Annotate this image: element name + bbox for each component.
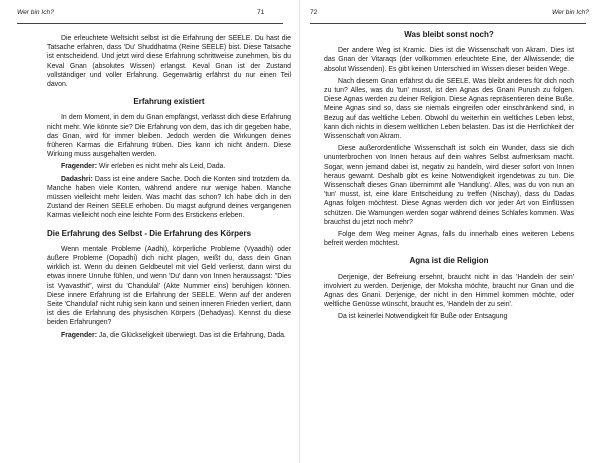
section-heading: Erfahrung existiert bbox=[133, 97, 205, 107]
paragraph: In dem Moment, in dem du Gnan empfängst, verlässt dich diese Erfahrung nicht mehr. Wie könnte sie? Die Erfahrung von dem, das ich dir gegeben habe, das Gnan, wird für immer bleiben. Jedoch werden die Wirkungen deines früheren Karmas die Erfahrung trüben. Dies kann ich nicht ändern. Diese Wirkung muss ausgehalten werden. bbox=[47, 114, 291, 159]
paragraph: Nach diesem Gnan erfährst du die SEELE. Was bleibt anderes für dich noch zu tun? Alles, was du 'tun' musst, ist den Agnas des Gnani Purush zu folgen. Diese Agnas werden zu deiner Religion. Diese Agnas repräsentieren deine Buße. Meine Agnas sind so, dass sie niemals eingreifen oder einschränkend sind, in Bezug auf das weltliche Leben. Obwohl du weiterhin ein weltliches Leben lebst, kann dich nichts in diesem weltlichen Leben belasten. Das ist die Herrlichkeit der Wissenschaft von Akram. bbox=[324, 77, 574, 141]
page-number: 72 bbox=[310, 9, 318, 16]
speaker-label: Fragender: bbox=[61, 163, 97, 171]
dialogue-text: Dass ist eine andere Sache. Doch die Konten sind trotzdem da. Manche haben viele Konten, während andere nur wenige haben. Manche müssen vielleicht mehr leiden. Was macht das schon? Ich habe dich in den Zustand der Reinen SEELE erhoben. Du magst aufgrund deines vergangenen Karmas vielleicht noch eine leichte Form des Erstickens erleben. bbox=[47, 175, 291, 220]
dialogue-question bbox=[47, 162, 291, 171]
section-heading: Die Erfahrung des Selbst - Die Erfahrung des Körpers bbox=[47, 228, 252, 238]
section-heading: Was bleibt sonst noch? bbox=[404, 30, 494, 39]
right-page bbox=[300, 0, 600, 463]
dialogue-question bbox=[47, 331, 291, 340]
section-heading: Agna ist die Religion bbox=[409, 256, 489, 266]
dialogue-text: Ja, die Glückseligkeit überwiegt. Das ist die Erfahrung, Dada. bbox=[97, 331, 286, 339]
paragraph: Diese außerordentliche Wissenschaft ist solch ein Wunder, dass sie dich ununterbrochen von Innen heraus auf dein wahres Selbst aufmerksam macht. Sogar, wenn jemand dabei ist, negativ zu handeln, wird dieser sofort von Innen heraus gewarnt. Deshalb gibt es keine Notwendigkeit irgendetwas zu tun. Die Wissenschaft dieses Gnan übernimmt alle 'Handlung'. Alles, was du von nun an 'tun' musst, ist, eine klare Entscheidung zu treffen (Nischay), dass du Dadas Agnas folgen möchtest. Diese Agnas werden dich vor jeder Art von Einflüssen schützen. Die Warnungen werden sogar während deines Schlafes kommen. Was brauchst du jetzt noch mehr? bbox=[324, 145, 574, 226]
header-rule bbox=[310, 23, 586, 24]
running-head: Wer bin Ich? bbox=[17, 9, 54, 16]
speaker-label: Fragender: bbox=[61, 331, 97, 339]
paragraph: Der andere Weg ist Kramic. Dies ist die Wissenschaft von Akram. Dies ist das Gnan der Vitaraqs (der vollkommen erleuchtete Eine, der Allwissende; die absolut Wissenden). Es gibt keinen Unterschied im Wissen dieser beiden Wege. bbox=[324, 47, 574, 73]
right-page-body bbox=[324, 30, 574, 322]
paragraph: Da ist keinerlei Notwendigkeit für Buße oder Entsagung bbox=[338, 313, 508, 321]
page-number: 71 bbox=[257, 9, 265, 16]
running-head: Wer bin Ich? bbox=[552, 9, 589, 16]
header-rule bbox=[17, 23, 283, 24]
left-page-body bbox=[47, 34, 291, 340]
paragraph: Derjenige, der Befreiung ersehnt, braucht nicht in das 'Handeln der sein' involviert zu werden. Derjenige, der Moksha möchte, braucht nur Gnan und die Agnas des Gnani. Derjenige, der nicht in den Himmel kommen möchte, oder weltliche Genüsse wünscht, braucht es, 'Handeln der zu sein'. bbox=[324, 273, 574, 309]
dialogue-answer bbox=[47, 175, 291, 221]
paragraph: Wenn mentale Probleme (Aadhi), körperliche Probleme (Vyaadhi) oder äußere Probleme (Oopadhi) dich nicht plagen, weißt du, dass dein Gnan wirklich ist. Wenn du deinen Geldbeutel mit viel Geld verlierst, dann wirst du etwas innere Unruhe fühlen, und wenn 'Du' dann von Innen heraussagst: "Dies ist Vyavasthit", wirst du 'Chandulal' (Akte Nummer eins) beruhigen können. Diese innere Erfahrung ist die Erfahrung der SEELE. Wenn auf der anderen Seite 'Chandulal' nicht ruhig sein kann und seinen inneren Frieden verliert, dann ist dies die Erfahrung des physischen Körpers (Dehadyas). Kennst du diese beiden Erfahrungen? bbox=[47, 245, 291, 327]
dialogue-text: Wir erleben es nicht mehr als Leid, Dada. bbox=[97, 163, 226, 171]
paragraph: Die erleuchtete Weltsicht selbst ist die Erfahrung der SEELE. Du hast die Tatsache erfahren, dass 'Du' Shuddhatma (Reine SEELE) bist. Diese Tatsache ist entscheidend. Und jetzt wird diese Erfahrung schrittweise zunehmen, bis du Keval Gnan (absolutes Wissen) erlangst. Keval Gnan ist der Zustand vollständiger und voller Erfahrung. Gegenwärtig erfährst du nur einen Teil davon. bbox=[47, 35, 291, 89]
paragraph: Folge dem Weg meiner Agnas, falls du innerhalb eines weiteren Lebens befreit werden möchtest. bbox=[324, 231, 574, 248]
speaker-label: Dadashri: bbox=[61, 175, 93, 183]
